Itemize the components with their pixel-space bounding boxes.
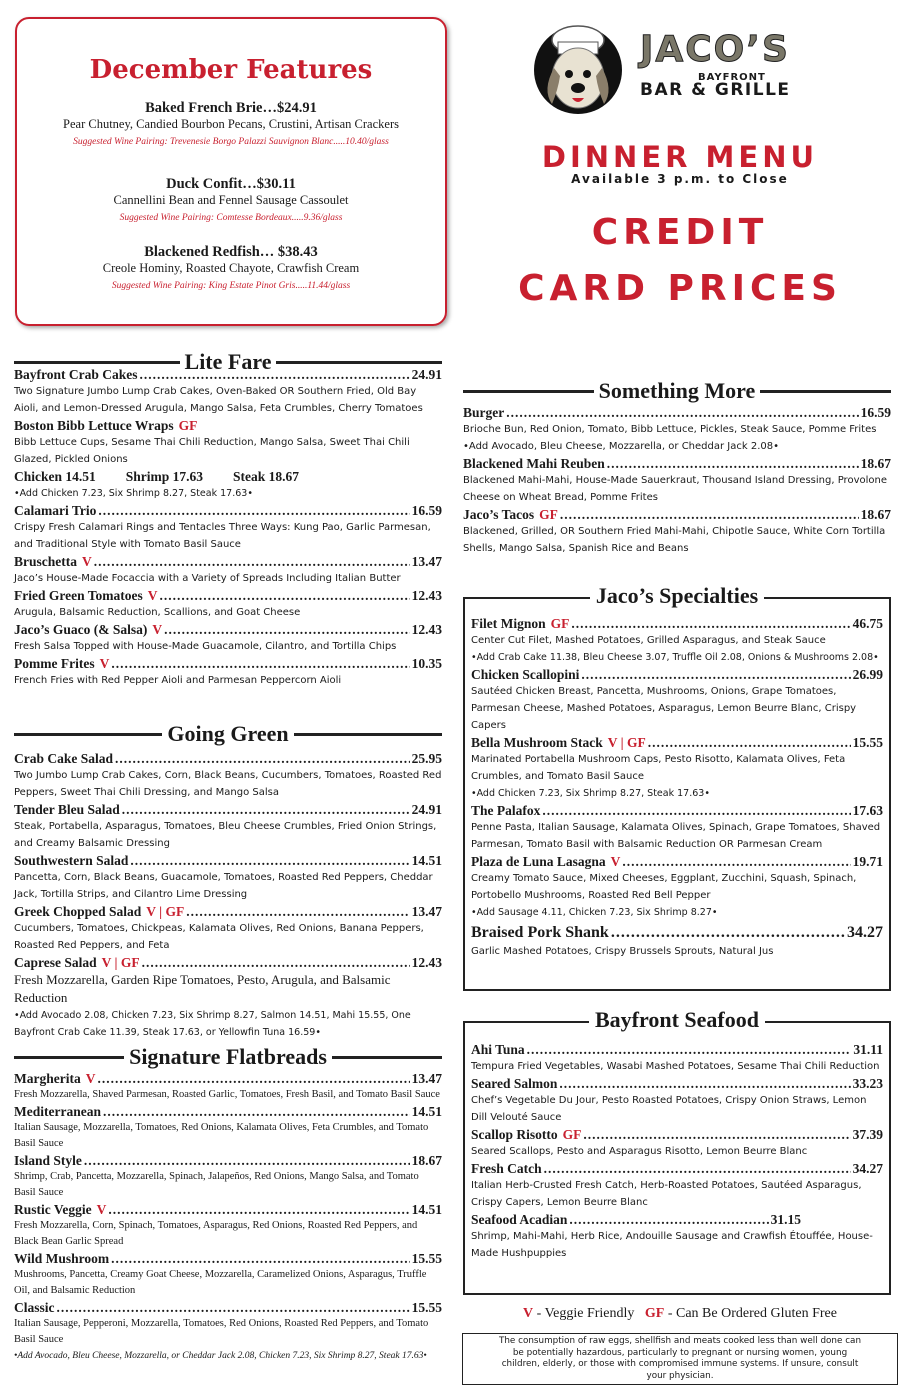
item-name: Fried Green Tomatoes xyxy=(14,588,143,603)
protein-shrimp: Shrimp 17.63 xyxy=(125,469,204,484)
menu-item xyxy=(471,923,883,960)
item-name: Blackened Mahi Reuben xyxy=(463,456,605,471)
menu-item xyxy=(14,1299,442,1348)
item-tag: V xyxy=(152,622,163,637)
item-name: Filet Mignon xyxy=(471,616,546,631)
item-desc: Tempura Fried Vegetables, Wasabi Mashed Potatoes, Sesame Thai Chili Reduction xyxy=(471,1061,880,1072)
jacos-logo xyxy=(528,20,838,120)
item-price: 24.91 xyxy=(411,367,442,382)
section-title: Bayfront Seafood xyxy=(589,1007,765,1032)
section-header-flatbreads xyxy=(14,1044,442,1070)
item-name: Bayfront Crab Cakes xyxy=(14,367,138,382)
menu-item xyxy=(14,1070,442,1103)
availability-text: Available 3 p.m. to Close xyxy=(571,172,789,186)
item-desc: Two Jumbo Lump Crab Cakes, Corn, Black Beans, Cucumbers, Tomatoes, Roasted Red Peppers, Sweet Thai Chili Dressing, and Mango Salsa xyxy=(14,770,442,798)
feature-desc: Pear Chutney, Candied Bourbon Pecans, Crustini, Artisan Crackers xyxy=(63,117,399,131)
item-price: 24.91 xyxy=(411,802,442,817)
menu-item xyxy=(14,502,442,553)
add-on-note: •Add Avocado 2.08, Chicken 7.23, Six Shrimp 8.27, Salmon 14.51, Mahi 15.55, One Bayfront Crab Cake 11.39, Steak 17.63, or Yellowfin Tuna 16.59• xyxy=(14,1010,411,1038)
item-name: Scallop Risotto xyxy=(471,1127,558,1142)
add-on-note: •Add Chicken 7.23, Six Shrimp 8.27, Steak 17.63• xyxy=(471,788,710,799)
item-name: Wild Mushroom xyxy=(14,1251,110,1266)
item-desc: Sautéed Chicken Breast, Pancetta, Mushrooms, Onions, Grape Tomatoes, Parmesan Cheese, Mashed Potatoes, Asparagus, Lemon Beurre Blanc, Crispy Capers xyxy=(471,686,857,731)
menu-item xyxy=(14,655,442,689)
item-desc: Penne Pasta, Italian Sausage, Kalamata Olives, Spinach, Grape Tomatoes, Shaved Parmesan, Tomato Basil with Balsamic Reduction OR Parmesan Cream xyxy=(471,822,881,850)
item-price: 16.59 xyxy=(860,405,891,420)
feature-name: Duck Confit…$30.11 xyxy=(166,176,296,192)
item-name: Jaco’s Tacos xyxy=(463,507,535,522)
item-name: Tender Bleu Salad xyxy=(14,802,120,817)
item-desc: Two Signature Jumbo Lump Crab Cakes, Oven-Baked OR Southern Fried, Old Bay Aioli, and Lemon-Dressed Arugula, Mango Salsa, Feta Crumbles, Cherry Tomatoes xyxy=(14,386,423,414)
add-on-note: •Add Avocado, Bleu Cheese, Mozzarella, or Cheddar Jack 2.08, Chicken 7.23, Six Shrimp 8.27, Steak 17.63• xyxy=(14,1351,427,1361)
item-price: 10.35 xyxy=(411,656,442,671)
logo-bar-grille: BAR & GRILLE xyxy=(640,80,791,100)
item-price: 18.67 xyxy=(860,507,891,522)
menu-item xyxy=(471,853,883,921)
menu-item xyxy=(14,954,442,1007)
item-desc: Steak, Portabella, Asparagus, Tomatoes, Bleu Cheese Crumbles, Fried Onion Strings, and Creamy Balsamic Dressing xyxy=(14,821,437,849)
section-title: Jaco’s Specialties xyxy=(590,583,764,608)
dog-chef-icon xyxy=(528,20,628,120)
card-prices-heading: CARD PRICES xyxy=(518,268,842,309)
item-name: Caprese Salad xyxy=(14,955,97,970)
item-desc: Brioche Bun, Red Onion, Tomato, Bibb Lettuce, Pickles, Steak Sauce, Pomme Frites •Add Avocado, Bleu Cheese, Mozzarella, or Cheddar Jack 2.08• xyxy=(463,424,877,452)
item-desc: Italian Herb-Crusted Fresh Catch, Herb-Roasted Potatoes, Sautéed Asparagus, Crispy Capers, Lemon Beurre Blanc xyxy=(471,1180,862,1208)
item-desc: Creamy Tomato Sauce, Mixed Cheeses, Eggplant, Zucchini, Squash, Spinach, Portobello Mushrooms, Roasted Red Bell Pepper xyxy=(471,873,857,901)
item-price: 37.39 xyxy=(852,1127,883,1142)
specialties-list xyxy=(471,615,883,960)
item-tag: V | GF xyxy=(146,904,185,919)
protein-steak: Steak 18.67 xyxy=(233,469,300,484)
menu-item xyxy=(14,750,442,801)
item-name: Crab Cake Salad xyxy=(14,751,114,766)
item-desc: Italian Sausage, Pepperoni, Mozzarella, Tomatoes, Red Onions, Roasted Red Peppers, and Tomato Basil Sauce xyxy=(14,1318,429,1345)
credit-heading: CREDIT xyxy=(591,212,769,253)
item-name: Greek Chopped Salad xyxy=(14,904,142,919)
feature-item xyxy=(17,175,445,225)
item-price: 15.55 xyxy=(411,1300,442,1315)
december-features-box xyxy=(15,17,447,326)
item-tag: V xyxy=(147,588,158,603)
section-title: Going Green xyxy=(162,721,293,746)
item-price: 46.75 xyxy=(852,616,883,631)
section-header-something-more xyxy=(463,378,891,404)
item-price: 31.15 xyxy=(770,1212,801,1227)
menu-item xyxy=(471,1126,883,1160)
legend-gf: GF xyxy=(644,1306,665,1321)
item-price: 13.47 xyxy=(411,554,442,569)
menu-item xyxy=(471,615,883,666)
item-tag: GF xyxy=(539,507,558,522)
item-desc: Arugula, Balsamic Reduction, Scallions, and Goat Cheese xyxy=(14,607,301,618)
item-desc: Garlic Mashed Potatoes, Crispy Brussels Sprouts, Natural Jus xyxy=(471,946,774,957)
item-name: Fresh Catch xyxy=(471,1161,542,1176)
add-on-note: •Add Sausage 4.11, Chicken 7.23, Six Shrimp 8.27• xyxy=(471,907,718,918)
menu-item xyxy=(471,1041,883,1075)
menu-item xyxy=(471,1211,883,1262)
dinner-menu-title: DINNER MENU xyxy=(541,140,819,174)
item-desc: Marinated Portabella Mushroom Caps, Pesto Risotto, Kalamata Olives, Feta Crumbles, and Tomato Basil Sauce xyxy=(471,754,846,782)
item-name: Bella Mushroom Stack xyxy=(471,735,603,750)
going-green-list xyxy=(14,750,442,1041)
item-name: Seared Salmon xyxy=(471,1076,558,1091)
item-desc: Italian Sausage, Mozzarella, Tomatoes, Red Onions, Kalamata Olives, Feta Crumbles, and Tomato Basil Sauce xyxy=(14,1122,429,1149)
item-name: Rustic Veggie xyxy=(14,1202,92,1217)
item-desc: Cucumbers, Tomatoes, Chickpeas, Kalamata Olives, Red Onions, Banana Peppers, Roasted Red Peppers, and Feta xyxy=(14,923,424,951)
item-desc: Center Cut Filet, Mashed Potatoes, Grilled Asparagus, and Steak Sauce xyxy=(471,635,826,646)
item-desc: Jaco’s House-Made Focaccia with a Variety of Spreads Including Italian Butter xyxy=(14,573,401,584)
menu-item xyxy=(14,1103,442,1152)
item-name: Plaza de Luna Lasagna xyxy=(471,854,606,869)
specialties-box xyxy=(463,583,891,991)
seafood-box xyxy=(463,1007,891,1295)
item-tag: V xyxy=(82,554,92,569)
item-tag: GF xyxy=(562,1127,582,1142)
menu-item xyxy=(14,1201,442,1250)
item-tag: V | GF xyxy=(101,955,140,970)
legend-v: V xyxy=(523,1306,534,1321)
menu-item xyxy=(471,734,883,802)
section-title: Lite Fare xyxy=(180,349,277,374)
item-name: Seafood Acadian xyxy=(471,1212,568,1227)
menu-item xyxy=(463,455,891,506)
menu-item xyxy=(14,903,442,954)
menu-item xyxy=(14,587,442,621)
menu-item xyxy=(14,553,442,587)
item-desc: Blackened Mahi-Mahi, House-Made Sauerkraut, Thousand Island Dressing, Provolone Cheese on Wheat Bread, Pomme Frites xyxy=(463,475,887,503)
logo-brand: JACO’S xyxy=(640,29,790,70)
item-name: Southwestern Salad xyxy=(14,853,129,868)
item-price: 13.47 xyxy=(411,904,442,919)
item-desc: Crispy Fresh Calamari Rings and Tentacles Three Ways: Kung Pao, Garlic Parmesan, and Traditional Style with Tomato Basil Sauce xyxy=(14,522,431,550)
feature-desc: Cannellini Bean and Fennel Sausage Cassoulet xyxy=(113,193,349,207)
item-name: The Palafox xyxy=(471,803,541,818)
item-price: 14.51 xyxy=(411,853,442,868)
item-price: 19.71 xyxy=(852,854,883,869)
item-desc: Mushrooms, Pancetta, Creamy Goat Cheese, Mozzarella, Caramelized Onions, Asparagus, Truffle Oil, and Balsamic Reduction xyxy=(14,1269,427,1296)
item-name: Calamari Trio xyxy=(14,503,97,518)
item-desc: Bibb Lettuce Cups, Sesame Thai Chili Reduction, Mango Salsa, Sweet Thai Chili Glazed, Pickled Onions xyxy=(14,437,410,465)
feature-wine: Suggested Wine Pairing: King Estate Pinot Gris.....11.44/glass xyxy=(111,281,351,291)
consumption-warning: The consumption of raw eggs, shellfish and meats cooked less than well done can be potentially hazardous, particularly to pregnant or nursing women, young children, elderly, or those with compromised immune systems. If unsure, consult your physician. xyxy=(462,1333,898,1385)
menu-item xyxy=(471,1075,883,1126)
item-price: 33.23 xyxy=(852,1076,883,1091)
protein-chicken: Chicken 14.51 xyxy=(14,469,96,484)
menu-item xyxy=(14,852,442,903)
item-desc: Shrimp, Mahi-Mahi, Herb Rice, Andouille Sausage and Crawfish Étouffée, House-Made Hushpuppies xyxy=(471,1231,873,1259)
item-desc: Fresh Mozzarella, Shaved Parmesan, Roasted Garlic, Tomatoes, Fresh Basil, and Tomato Basil Sauce xyxy=(14,1089,440,1100)
item-price: 34.27 xyxy=(847,924,883,941)
item-price: 34.27 xyxy=(852,1161,883,1176)
item-price: 31.11 xyxy=(853,1042,883,1057)
item-name: Chicken Scallopini xyxy=(471,667,580,682)
feature-wine: Suggested Wine Pairing: Comtesse Bordeaux.....9.36/glass xyxy=(119,213,343,223)
item-desc: French Fries with Red Pepper Aioli and Parmesan Peppercorn Aioli xyxy=(14,675,342,686)
flatbreads-list xyxy=(14,1070,442,1365)
item-tag: V | GF xyxy=(607,735,646,750)
menu-item xyxy=(463,506,891,557)
item-tag: V xyxy=(99,656,110,671)
something-more-list xyxy=(463,404,891,557)
feature-item xyxy=(17,99,445,149)
item-price: 16.59 xyxy=(411,503,442,518)
feature-name: Baked French Brie…$24.91 xyxy=(145,100,317,116)
item-desc: Fresh Salsa Topped with House-Made Guacamole, Cilantro, and Tortilla Chips xyxy=(14,641,397,652)
legend-v-text: - Veggie Friendly xyxy=(533,1306,635,1321)
item-desc: Chef’s Vegetable Du Jour, Pesto Roasted Potatoes, Crispy Onion Straws, Lemon Dill Velouté Sauce xyxy=(471,1095,867,1123)
item-desc: Seared Scallops, Pesto and Asparagus Risotto, Lemon Beurre Blanc xyxy=(471,1146,808,1157)
section-header-going-green xyxy=(14,721,442,747)
protein-prices xyxy=(14,468,442,485)
menu-item xyxy=(471,802,883,853)
item-price: 13.47 xyxy=(411,1071,442,1086)
item-tag: GF xyxy=(550,616,570,631)
item-desc: Blackened, Grilled, OR Southern Fried Mahi-Mahi, Chipotle Sauce, White Corn Tortilla Shells, Mango Salsa, Spanish Rice and Beans xyxy=(463,526,886,554)
item-name: Mediterranean xyxy=(14,1104,101,1119)
feature-wine: Suggested Wine Pairing: Trevenesie Borgo Palazzi Sauvignon Blanc.....10.40/glass xyxy=(73,137,389,147)
item-price: 15.55 xyxy=(411,1251,442,1266)
feature-item xyxy=(17,243,445,293)
features-title: December Features xyxy=(89,55,373,85)
section-title: Signature Flatbreads xyxy=(124,1044,332,1069)
section-title: Something More xyxy=(594,378,761,403)
item-name: Classic xyxy=(14,1300,55,1315)
item-price: 14.51 xyxy=(411,1202,442,1217)
feature-name: Blackened Redfish… $38.43 xyxy=(144,244,318,260)
item-price: 26.99 xyxy=(852,667,883,682)
item-name: Boston Bibb Lettuce Wraps xyxy=(14,418,174,433)
item-price: 12.43 xyxy=(411,588,442,603)
seafood-list xyxy=(471,1041,883,1262)
lite-fare-list xyxy=(14,366,442,689)
item-tag: GF xyxy=(178,418,198,433)
item-desc: Shrimp, Crab, Pancetta, Mozzarella, Spinach, Jalapeños, Red Onions, Mango Salsa, and Tomato Basil Sauce xyxy=(14,1171,419,1198)
item-price: 18.67 xyxy=(411,1153,442,1168)
menu-item xyxy=(14,621,442,655)
item-desc: Fresh Mozzarella, Corn, Spinach, Tomatoes, Asparagus, Red Onions, Roasted Red Peppers, and Black Bean Garlic Spread xyxy=(14,1220,418,1247)
item-name: Pomme Frites xyxy=(14,656,95,671)
menu-item xyxy=(14,801,442,852)
menu-item xyxy=(14,1250,442,1299)
item-tag: V xyxy=(85,1071,96,1086)
item-name: Braised Pork Shank xyxy=(471,924,609,941)
item-name: Jaco’s Guaco (& Salsa) xyxy=(14,622,148,637)
menu-item xyxy=(14,417,442,502)
add-on-note: •Add Crab Cake 11.38, Bleu Cheese 3.07, Truffle Oil 2.08, Onions & Mushrooms 2.08• xyxy=(471,652,879,663)
item-price: 17.63 xyxy=(852,803,883,818)
item-name: Margherita xyxy=(14,1071,81,1086)
logo-bayfront: BAYFRONT xyxy=(698,72,766,83)
item-tag: V xyxy=(96,1202,107,1217)
item-price: 14.51 xyxy=(411,1104,442,1119)
item-price: 18.67 xyxy=(860,456,891,471)
item-desc: Fresh Mozzarella, Garden Ripe Tomatoes, Pesto, Arugula, and Balsamic Reduction xyxy=(14,972,391,1005)
item-name: Island Style xyxy=(14,1153,82,1168)
menu-item xyxy=(471,1160,883,1211)
item-price: 25.95 xyxy=(411,751,442,766)
item-price: 12.43 xyxy=(411,955,442,970)
menu-item xyxy=(14,1152,442,1201)
legend-gf-text: - Can Be Ordered Gluten Free xyxy=(664,1306,837,1321)
item-name: Ahi Tuna xyxy=(471,1042,525,1057)
item-price: 12.43 xyxy=(411,622,442,637)
item-tag: V xyxy=(610,854,621,869)
dietary-legend xyxy=(460,1306,900,1322)
add-on-note: •Add Chicken 7.23, Six Shrimp 8.27, Steak 17.63• xyxy=(14,488,253,499)
item-desc: Pancetta, Corn, Black Beans, Guacamole, Tomatoes, Roasted Red Peppers, Cheddar Jack, Tortilla Strips, and Cilantro Lime Dressing xyxy=(14,872,433,900)
item-price: 15.55 xyxy=(852,735,883,750)
item-name: Burger xyxy=(463,405,505,420)
menu-item xyxy=(463,404,891,455)
feature-desc: Creole Hominy, Roasted Chayote, Crawfish Cream xyxy=(102,261,360,275)
menu-item xyxy=(14,366,442,417)
item-name: Bruschetta xyxy=(14,554,77,569)
menu-item xyxy=(471,666,883,734)
